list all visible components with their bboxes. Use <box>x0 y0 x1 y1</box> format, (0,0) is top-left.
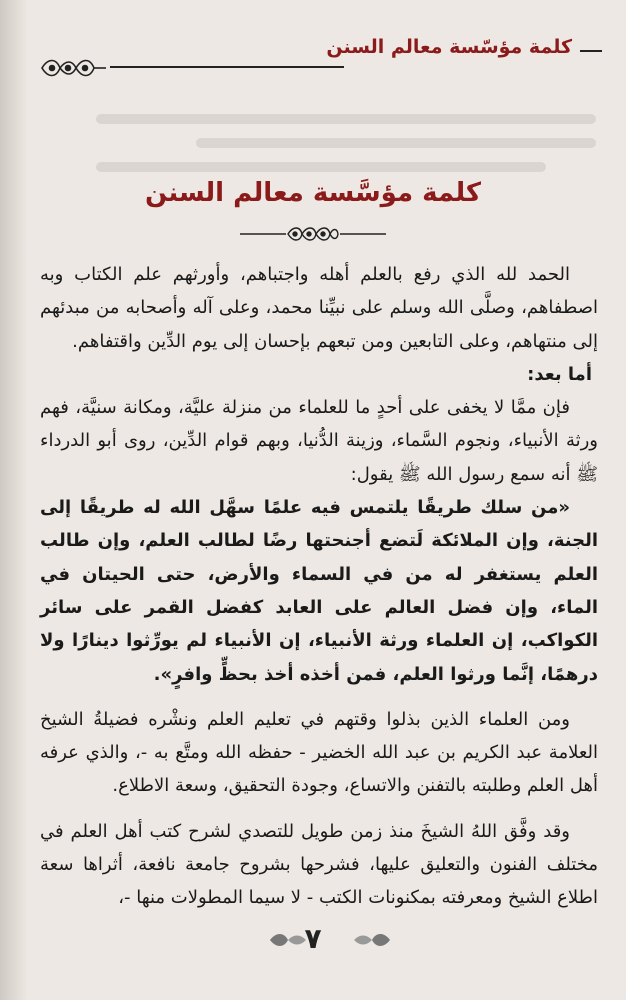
footer-ornament-right-icon <box>352 930 392 950</box>
title-divider-ornament-icon <box>238 222 388 246</box>
header-rule <box>110 66 344 68</box>
hadith-quote: «من سلك طريقًا يلتمس فيه علمًا سهَّل الله له طريقًا إلى الجنة، وإن الملائكة لَتضع أجنحتها رضًا لطالب العلم، وإن طالب العلم يستغفر له من في السماء والأرض، حتى الحيتان في الماء، وإن فضل العالم على العابد كفضل القمر على سائر الكواكب، إن العلماء ورثة الأنبياء، إن الأنبياء لم يورِّثوا دينارًا ولا درهمًا، إنَّما ورثوا العلم، فمن أخذه أخذ بحظٍّ وافرٍ». <box>40 497 598 685</box>
bleed-through-text <box>96 100 596 180</box>
paragraph-scholars-status: فإن ممَّا لا يخفى على أحدٍ ما للعلماء من منزلة عليَّة، ومكانة سنيَّة، فهم ورثة الأنبياء، ونجوم السَّماء، وزينة الدُّنيا، وبهم قوام الدِّين، روى أبو الدرداء ﷺ أنه سمع رسول الله ﷺ يقول: <box>40 397 598 485</box>
running-title: كلمة مؤسّسة معالم السنن <box>326 36 572 58</box>
paragraph-sheikh-works: وقد وفَّق اللهُ الشيخَ منذ زمن طويل للتصدي لشرح كتب أهل العلم في مختلف الفنون والتعليق عليها، فشرحها بشروح جامعة نافعة، أثراها سعة اطلاع الشيخ ومعرفته بمكنونات الكتب - لا سيما المطولات منها -، <box>40 820 598 909</box>
page-number: ٧ <box>304 922 322 955</box>
amma-bad-label: أما بعد: <box>527 363 592 385</box>
header-dash <box>580 50 602 52</box>
paragraph-opening: الحمد لله الذي رفع بالعلم أهله واجتباهم، وأورثهم علم الكتاب وبه اصطفاهم، وصلَّى الله وسلم على نبيِّنا محمد، وعلى آله وأصحابه من مبدئهم إلى منتهاهم، وعلى التابعين ومن تبعهم بإحسان إلى يوم الدِّين واقتفاهم. <box>40 264 598 352</box>
paragraph-amma-bad <box>40 358 598 391</box>
header-ornament-icon <box>38 54 108 82</box>
chapter-title: كلمة مؤسَّسة معالم السنن <box>144 178 482 208</box>
page-body <box>40 258 598 915</box>
page-footer <box>0 922 626 962</box>
paragraph-sheikh-intro: ومن العلماء الذين بذلوا وقتهم في تعليم العلم ونشْره فضيلةُ الشيخ العلامة عبد الكريم بن عبد الله الخضير - حفظه الله ومتَّع به -، والذي عرفه أهل العلم وطلبته بالتفنن والاتساع، وجودة التحقيق، وسعة الاطلاع. <box>40 708 598 797</box>
running-header <box>30 36 602 84</box>
